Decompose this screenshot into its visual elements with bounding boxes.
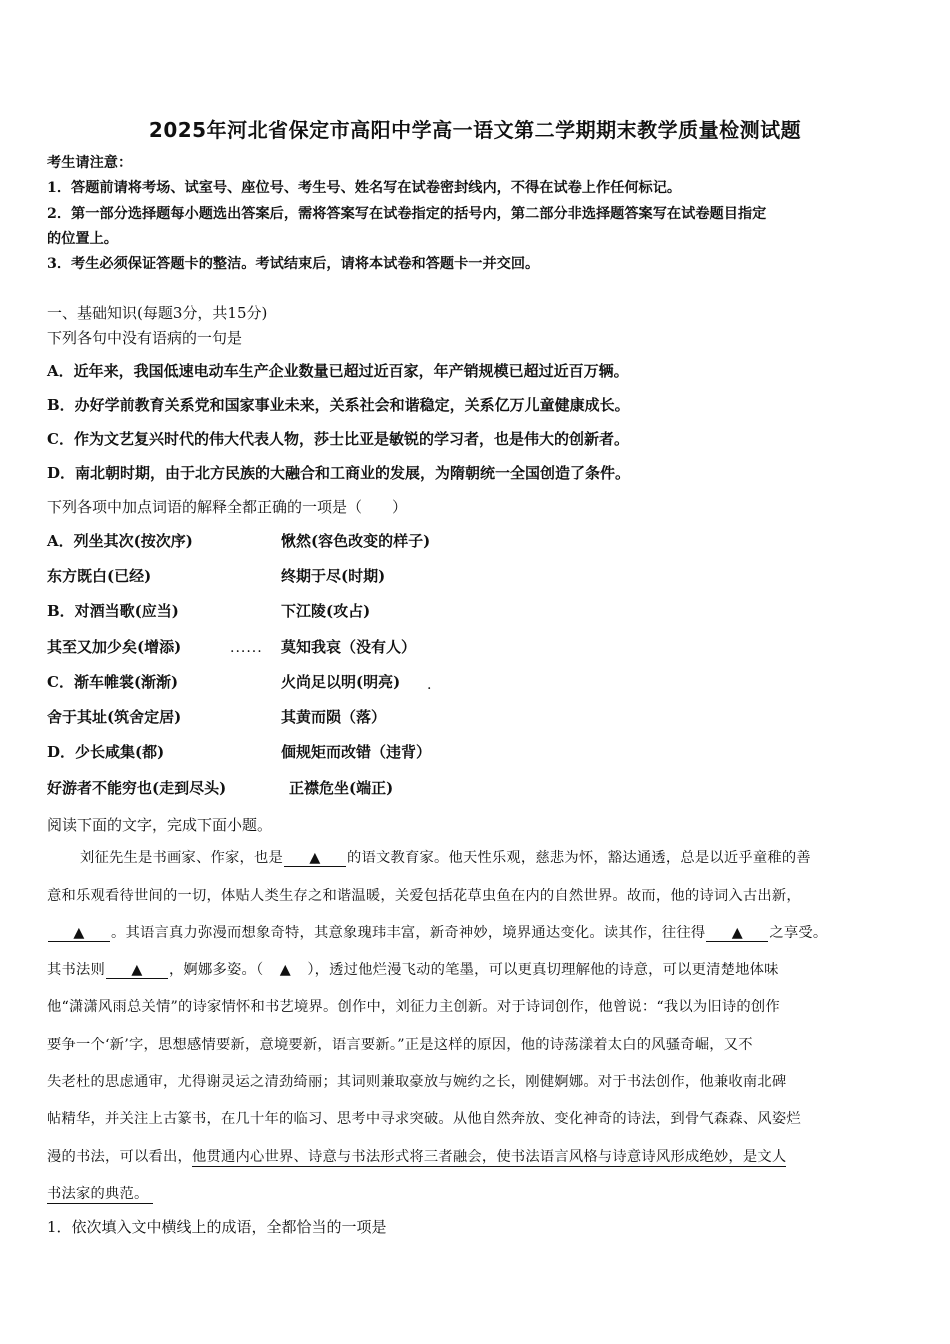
question-1-option-c: C．作为文艺复兴时代的伟大代表人物，莎士比亚是敏锐的学习者，也是伟大的创新者。 [47, 430, 629, 448]
notice-item-3: 3．考生必须保证答题卡的整洁。考试结束后，请将本试卷和答题卡一并交回。 [47, 256, 540, 272]
question-2-row-4-right: 莫知我哀（没有人） [281, 638, 417, 656]
blank-1: ▲ [284, 850, 346, 867]
question-1-option-b: B．办好学前教育关系党和国家事业未来，关系社会和谐稳定，关系亿万儿童健康成长。 [47, 396, 630, 414]
blank-2: ▲ [48, 925, 110, 942]
passage-line-6: 要争一个‘新’字，思想感情要新，意境要新，语言要新。”正是这样的原因，他的诗荡漾着太白的风骚奇崛，又不 [47, 1037, 753, 1053]
passage-line-10 [47, 1183, 153, 1203]
question-2-row-1-right: 愀然(容色改变的样子) [281, 532, 431, 550]
page-title: 2025年河北省保定市高阳中学高一语文第二学期期末教学质量检测试题 [148, 118, 802, 142]
reading-question-1-stem: 1．依次填入文中横线上的成语，全都恰当的一项是 [47, 1218, 387, 1236]
section-heading: 一、基础知识(每题3分，共15分) [47, 304, 268, 322]
blank-5: ▲ [279, 962, 291, 978]
question-2-row-6-right: 其黄而陨（落） [281, 708, 387, 726]
passage-line-4: 其书法则 ▲ ，婀娜多姿。（ ▲ ），透过他烂漫飞动的笔墨，可以更真切理解他的诗意，可以更清楚地体味 [47, 962, 779, 978]
passage-line-1: 刘征先生是书画家、作家，也是 ▲ 的语文教育家。他天性乐观，慈悲为怀，豁达通透，总是以近乎童稚的善 [80, 850, 811, 866]
question-2-row-5-right: 火尚足以明(明亮) [281, 673, 401, 691]
question-2-row-2-right: 终期于尽(时期) [281, 567, 386, 585]
question-1-option-d: D．南北朝时期，由于北方民族的大融合和工商业的发展，为隋朝统一全国创造了条件。 [47, 464, 631, 482]
notice-item-2-cont: 的位置上。 [47, 231, 118, 247]
question-2-row-6-left: 舍于其址(筑舍定居) [47, 708, 182, 726]
question-2-row-3-left: B．对酒当歌(应当) [47, 602, 179, 620]
passage-line-5: 他“潇潇风雨总关情”的诗家情怀和书艺境界。创作中，刘征力主创新。对于诗词创作，他曾说：“我以为旧诗的创作 [47, 999, 780, 1015]
notice-heading: 考生请注意： [47, 155, 133, 171]
passage-line-2: 意和乐观看待世间的一切，体贴人类生存之和谐温暖，关爱包括花草虫鱼在内的自然世界。故而，他的诗词入古出新， [47, 888, 801, 904]
emphasis-dots: ...... [230, 640, 263, 656]
question-2-row-7-left: D．少长咸集(都) [47, 743, 165, 761]
passage-line-7: 失老杜的思虑通审，尤得谢灵运之清劲绮丽；其词则兼取豪放与婉约之长，刚健婀娜。对于书法创作，他兼收南北碑 [47, 1074, 787, 1090]
blank-3: ▲ [706, 925, 768, 942]
notice-item-1: 1．答题前请将考场、试室号、座位号、考生号、姓名写在试卷密封线内，不得在试卷上作任何标记。 [47, 180, 682, 196]
passage-line-3: ▲ 。其语言真力弥漫而想象奇特，其意象瑰玮丰富，新奇神妙，境界通达变化。读其作，往往得 ▲ 之享受。 [47, 922, 827, 942]
passage-line-9: 漫的书法，可以看出，他贯通内心世界、诗意与书法形式将三者融会，使书法语言风格与诗意诗风形成绝妙，是文人 [47, 1149, 787, 1165]
notice-item-2: 2．第一部分选择题每小题选出答案后，需将答案写在试卷指定的括号内，第二部分非选择题答案写在试卷题目指定 [47, 206, 767, 222]
question-2-row-8-left: 好游者不能穷也(走到尽头) [47, 779, 227, 797]
passage-line-8: 帖精华，并关注上古篆书，在几十年的临习、思考中寻求突破。从他自然奔放、变化神奇的诗法，到骨气森森、风姿烂 [47, 1111, 801, 1127]
underlined-sentence-cont: 书法家的典范。 [47, 1186, 149, 1202]
blank-4: ▲ [106, 962, 168, 979]
question-2-row-1-left: A．列坐其次(按次序) [47, 532, 193, 550]
question-2-row-4-left: 其至又加少矣(增添) [47, 638, 182, 656]
emphasis-dot: . [427, 677, 433, 693]
reading-intro: 阅读下面的文字，完成下面小题。 [47, 816, 273, 834]
question-2-row-3-right: 下江陵(攻占) [281, 602, 371, 620]
question-2-row-8-right: 正襟危坐(端正) [289, 779, 394, 797]
underlined-sentence: 他贯通内心世界、诗意与书法形式将三者融会，使书法语言风格与诗意诗风形成绝妙，是文人 [191, 1149, 787, 1165]
question-2-row-2-left: 东方既白(已经) [47, 567, 152, 585]
question-2-row-7-right: 偭规矩而改错（违背） [281, 743, 432, 761]
question-2-row-5-left: C．渐车帷裳(渐渐) [47, 673, 179, 691]
question-1-stem: 下列各句中没有语病的一句是 [47, 329, 243, 347]
question-2-stem: 下列各项中加点词语的解释全都正确的一项是（ ） [47, 498, 408, 516]
question-1-option-a: A．近年来，我国低速电动车生产企业数量已超过近百家，年产销规模已超过近百万辆。 [47, 362, 629, 380]
